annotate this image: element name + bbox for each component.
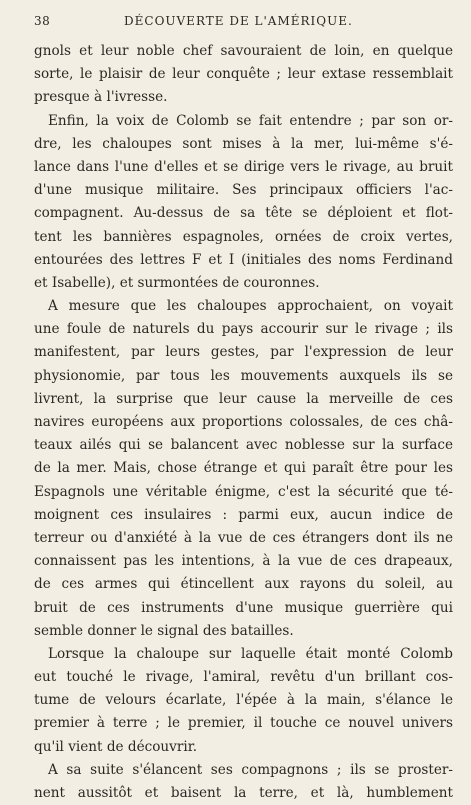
text-line: semble donner le signal des batailles. bbox=[34, 622, 294, 639]
page-header bbox=[34, 14, 453, 36]
text-line: moignent ces insulaires : parmi eux, aucun indice de bbox=[34, 506, 453, 523]
text-line: tent les bannières espagnoles, ornées de croix vertes, bbox=[34, 228, 453, 245]
text-line: dre, les chaloupes sont mises à la mer, lui-même s'é- bbox=[34, 135, 453, 152]
text-line: qu'il vient de découvrir. bbox=[34, 738, 198, 755]
text-line: gnols et leur noble chef savouraient de loin, en quelque bbox=[34, 43, 453, 59]
text-line: connaissent pas les intentions, à la vue de ces drapeaux, bbox=[34, 553, 453, 570]
text-line: manifestent, par leurs gestes, par l'expression de leur bbox=[34, 344, 453, 361]
text-line: eut touché le rivage, l'amiral, revêtu d'un brillant cos- bbox=[34, 669, 453, 686]
page-body bbox=[34, 40, 453, 805]
text-line: Lorsque la chaloupe sur laquelle était monté Colomb bbox=[48, 645, 453, 662]
text-line: sorte, le plaisir de leur conquête ; leur extase ressemblait bbox=[34, 66, 453, 83]
text-line: de ces armes qui étincellent aux rayons du soleil, au bbox=[34, 576, 453, 593]
text-line: bruit de ces instruments d'une musique guerrière qui bbox=[34, 599, 453, 616]
text-line: tume de velours écarlate, l'épée à la main, s'élance le bbox=[34, 692, 453, 709]
text-line: A sa suite s'élancent ses compagnons ; ils se proster- bbox=[48, 761, 453, 778]
text-line: entourées des lettres F et I (initiales des noms Ferdinand bbox=[34, 251, 453, 268]
text-line: lance dans l'une d'elles et se dirige vers le rivage, au bruit bbox=[34, 158, 453, 175]
text-line: Espagnols une véritable énigme, c'est la sécurité que té- bbox=[34, 483, 453, 500]
running-title: DÉCOUVERTE DE L'AMÉRIQUE. bbox=[124, 14, 353, 28]
text-line: premier à terre ; le premier, il touche ce nouvel univers bbox=[34, 715, 453, 732]
text-line: nent aussitôt et baisent la terre, et là, humblement bbox=[34, 785, 453, 801]
text-line: d'une musique militaire. Ses principaux officiers l'ac- bbox=[34, 182, 453, 199]
text-line: navires européens aux proportions colossales, de ces châ- bbox=[34, 414, 453, 430]
text-line: livrent, la surprise que leur cause la merveille de ces bbox=[34, 390, 453, 407]
text-line: presque à l'ivresse. bbox=[34, 89, 168, 106]
text-line: de la mer. Mais, chose étrange et qui paraît être pour les bbox=[34, 460, 453, 477]
text-line: A mesure que les chaloupes approchaient, on voyait bbox=[48, 298, 453, 315]
text-line: compagnent. Au-dessus de sa tête se déploient et flot- bbox=[34, 205, 453, 222]
text-line: physionomie, par tous les mouvements auxquels ils se bbox=[34, 367, 453, 384]
text-line: et Isabelle), et surmontées de couronnes. bbox=[34, 274, 320, 291]
text-line: terreur ou d'anxiété à la vue de ces étrangers dont ils ne bbox=[34, 529, 453, 546]
page-number: 38 bbox=[34, 14, 51, 28]
text-line: teaux ailés qui se balancent avec noblesse sur la surface bbox=[34, 437, 453, 454]
text-line: une foule de naturels du pays accourir sur le rivage ; ils bbox=[34, 321, 453, 338]
text-line: Enfin, la voix de Colomb se fait entendre ; par son or- bbox=[48, 112, 453, 129]
